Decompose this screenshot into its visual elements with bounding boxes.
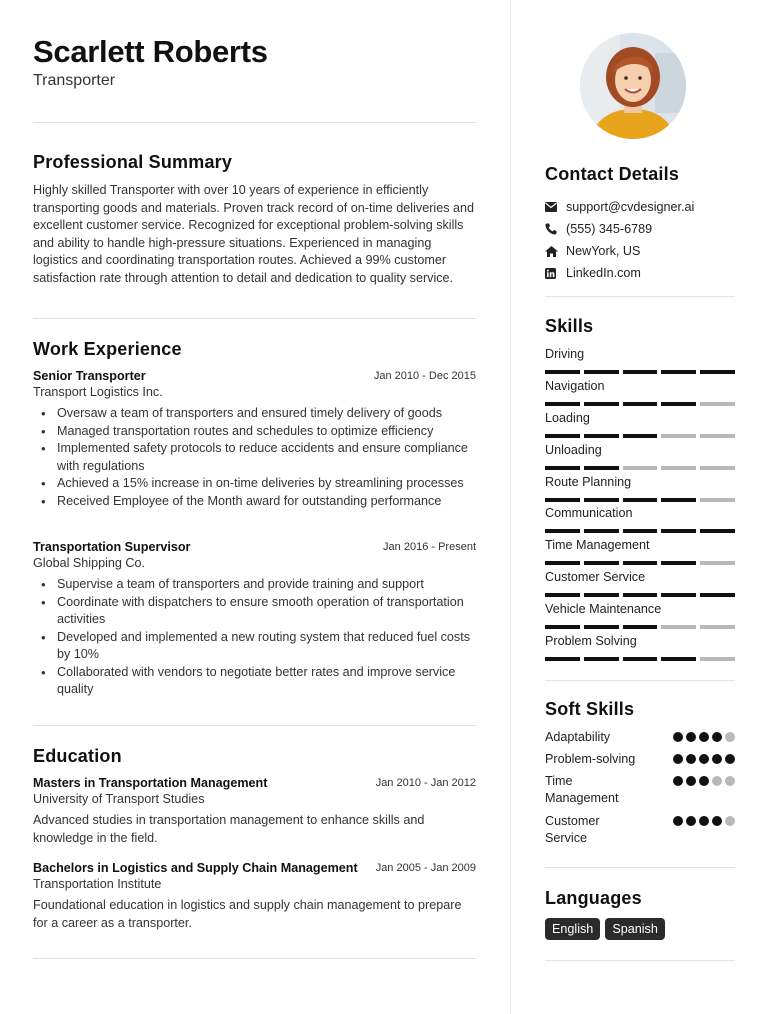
skill-label: Navigation: [545, 378, 605, 393]
skill-segment-filled: [584, 561, 619, 565]
bullet-item: • Implemented safety protocols to reduce accidents and ensure compliance with regulations: [33, 440, 476, 475]
rating-dot-filled: [699, 732, 709, 742]
skill-segment-filled: [545, 625, 580, 629]
skills-list: [545, 346, 735, 665]
education-date: Jan 2005 - Jan 2009: [375, 862, 476, 874]
candidate-role: Transporter: [33, 72, 116, 89]
skills-title: Skills: [545, 316, 594, 336]
rating-dot-empty: [725, 776, 735, 786]
rating-dot-filled: [686, 776, 696, 786]
rating-dot-filled: [699, 754, 709, 764]
skill-segment-filled: [623, 593, 658, 597]
bullet-item: • Collaborated with vendors to negotiate better rates and improve service quality: [33, 664, 476, 699]
job-date: Jan 2016 - Present: [383, 541, 476, 553]
soft-skill-rating: [673, 773, 735, 786]
rating-dot-filled: [712, 754, 722, 764]
soft-skills-list: [545, 729, 735, 847]
skill-label: Route Planning: [545, 474, 632, 489]
skill-segment-filled: [623, 434, 658, 438]
bullet-item: • Developed and implemented a new routing system that reduced fuel costs by 10%: [33, 629, 476, 664]
rating-dot-filled: [686, 732, 696, 742]
school-name: Transportation Institute: [33, 877, 162, 891]
skill-segment-filled: [623, 498, 658, 502]
skill-label: Vehicle Maintenance: [545, 602, 662, 617]
summary-title: Professional Summary: [33, 152, 233, 172]
rating-dot-filled: [699, 776, 709, 786]
skill-segment-filled: [623, 529, 658, 533]
rating-dot-filled: [673, 816, 683, 826]
soft-skill-item: [545, 751, 735, 768]
skill-segment-filled: [584, 402, 619, 406]
skill-level-bar: [545, 466, 735, 470]
soft-skill-rating: [673, 729, 735, 742]
skill-segment-empty: [700, 561, 735, 565]
languages-title: Languages: [545, 888, 642, 908]
skill-level-bar: [545, 498, 735, 502]
summary-text: Highly skilled Transporter with over 10 years of experience in efficiently transporting goods and materials. Proven track record of on-time deliveries and excellent customer service. Recognized for exceptional problem-solving skills and ability to handle high-pressure situations. Experienced in managing logistics and coordinating transportation routes. Achieved a 99% customer satisfaction rate through attention to detail and dedication to quality service.: [33, 183, 475, 285]
skill-segment-empty: [700, 466, 735, 470]
education-entry: [33, 776, 476, 847]
soft-skill-rating: [673, 751, 735, 764]
skill-segment-filled: [584, 657, 619, 661]
rating-dot-filled: [686, 816, 696, 826]
skill-level-bar: [545, 561, 735, 565]
soft-skill-rating: [673, 813, 735, 826]
divider: [545, 680, 735, 681]
contact-phone[interactable]: [545, 218, 735, 240]
skill-item: [545, 410, 735, 442]
education-title: Education: [33, 746, 122, 766]
soft-skill-label: Problem-solving: [545, 752, 636, 766]
bullet-item: • Coordinate with dispatchers to ensure smooth operation of transportation activities: [33, 594, 476, 629]
contact-linkedin[interactable]: [545, 262, 735, 284]
skill-item: [545, 537, 735, 569]
skill-segment-filled: [661, 498, 696, 502]
rating-dot-filled: [686, 754, 696, 764]
degree-title: Masters in Transportation Management: [33, 776, 268, 790]
skill-segment-filled: [584, 625, 619, 629]
bullet-item: • Supervise a team of transporters and provide training and support: [33, 576, 476, 594]
rating-dot-filled: [699, 816, 709, 826]
education-description: Foundational education in logistics and supply chain management to prepare for a career as a transporter.: [33, 898, 462, 930]
skill-segment-filled: [661, 593, 696, 597]
soft-skill-label: Time Management: [545, 774, 619, 805]
skill-label: Customer Service: [545, 570, 646, 585]
skill-item: [545, 601, 735, 633]
languages-list: [545, 918, 665, 940]
skill-level-bar: [545, 657, 735, 661]
soft-skill-item: [545, 773, 735, 807]
divider: [545, 867, 735, 868]
experience-title: Work Experience: [33, 339, 182, 359]
school-name: University of Transport Studies: [33, 792, 205, 806]
bullet-item: • Received Employee of the Month award for outstanding performance: [33, 493, 476, 511]
skill-segment-filled: [700, 593, 735, 597]
home-icon: [545, 246, 566, 257]
rating-dot-empty: [712, 776, 722, 786]
phone-icon: [545, 223, 566, 235]
skill-segment-filled: [584, 529, 619, 533]
skill-label: Driving: [545, 347, 585, 361]
contact-phone-text: (555) 345-6789: [566, 222, 653, 236]
contact-email[interactable]: [545, 196, 735, 218]
job-entry: [33, 369, 476, 510]
skill-level-bar: [545, 434, 735, 438]
skill-segment-filled: [545, 657, 580, 661]
rating-dot-filled: [673, 754, 683, 764]
skill-label: Communication: [545, 506, 633, 521]
skill-segment-empty: [700, 402, 735, 406]
skill-segment-filled: [700, 529, 735, 533]
skill-item: [545, 346, 735, 378]
skill-segment-empty: [661, 625, 696, 629]
skill-item: [545, 633, 735, 665]
soft-skill-label: Customer Service: [545, 814, 600, 845]
soft-skill-item: [545, 729, 735, 746]
skill-level-bar: [545, 625, 735, 629]
skill-segment-filled: [661, 561, 696, 565]
skill-level-bar: [545, 402, 735, 406]
skill-segment-filled: [623, 657, 658, 661]
language-badge: English: [545, 918, 600, 940]
contact-location-text: NewYork, US: [566, 244, 641, 258]
skill-item: [545, 569, 735, 601]
skill-item: [545, 505, 735, 537]
rating-dot-filled: [712, 816, 722, 826]
skill-segment-filled: [661, 402, 696, 406]
soft-skill-label: Adaptability: [545, 730, 611, 744]
skill-segment-filled: [584, 498, 619, 502]
skill-item: [545, 378, 735, 410]
job-bullets: [33, 576, 476, 699]
skill-segment-filled: [661, 370, 696, 374]
education-description: Advanced studies in transportation management to enhance skills and knowledge in the field.: [33, 813, 425, 845]
skill-segment-empty: [661, 434, 696, 438]
skill-segment-filled: [584, 370, 619, 374]
skill-segment-filled: [545, 593, 580, 597]
soft-skills-title: Soft Skills: [545, 699, 635, 719]
education-date: Jan 2010 - Jan 2012: [375, 777, 476, 789]
skill-segment-filled: [623, 561, 658, 565]
sidebar: [510, 0, 768, 1014]
rating-dot-empty: [725, 732, 735, 742]
contact-linkedin-text: LinkedIn.com: [566, 266, 641, 280]
candidate-name: Scarlett Roberts: [33, 34, 268, 69]
skill-segment-filled: [545, 370, 580, 374]
job-entry: [33, 540, 476, 699]
skill-segment-empty: [661, 466, 696, 470]
job-title: Senior Transporter: [33, 369, 146, 383]
rating-dot-empty: [725, 816, 735, 826]
skill-segment-filled: [545, 498, 580, 502]
bullet-item: • Oversaw a team of transporters and ensured timely delivery of goods: [33, 405, 476, 423]
skill-label: Loading: [545, 410, 590, 425]
divider: [545, 296, 735, 297]
job-title: Transportation Supervisor: [33, 540, 191, 554]
skill-segment-filled: [623, 370, 658, 374]
skill-segment-filled: [584, 466, 619, 470]
soft-skill-item: [545, 813, 735, 847]
bullet-item: • Achieved a 15% increase in on-time deliveries by streamlining processes: [33, 475, 476, 493]
contact-title: Contact Details: [545, 164, 680, 184]
skill-level-bar: [545, 593, 735, 597]
envelope-icon: [545, 202, 566, 212]
skill-item: [545, 474, 735, 506]
job-date: Jan 2010 - Dec 2015: [373, 370, 476, 382]
divider: [33, 725, 476, 726]
divider: [33, 958, 476, 959]
bullet-item: • Managed transportation routes and schedules to optimize efficiency: [33, 423, 476, 441]
skill-segment-empty: [700, 434, 735, 438]
skill-label: Unloading: [545, 442, 602, 457]
skill-level-bar: [545, 529, 735, 533]
job-bullets: [33, 405, 476, 510]
profile-photo: [580, 33, 686, 139]
rating-dot-filled: [673, 732, 683, 742]
skill-segment-filled: [584, 434, 619, 438]
skill-segment-filled: [545, 402, 580, 406]
skill-segment-filled: [545, 561, 580, 565]
divider: [33, 318, 476, 319]
rating-dot-filled: [725, 754, 735, 764]
education-entry: [33, 861, 476, 932]
skill-label: Time Management: [545, 538, 650, 553]
job-company: Transport Logistics Inc.: [33, 385, 163, 399]
degree-title: Bachelors in Logistics and Supply Chain Management: [33, 861, 358, 875]
skill-segment-filled: [545, 529, 580, 533]
skill-segment-filled: [700, 370, 735, 374]
contact-email-text: support@cvdesigner.ai: [566, 200, 695, 214]
divider: [545, 960, 735, 961]
contact-location: [545, 240, 735, 262]
contact-list: [545, 196, 735, 284]
skill-segment-filled: [661, 657, 696, 661]
skill-segment-empty: [700, 657, 735, 661]
skill-item: [545, 442, 735, 474]
rating-dot-filled: [673, 776, 683, 786]
skill-segment-filled: [545, 466, 580, 470]
skill-level-bar: [545, 370, 735, 374]
job-company: Global Shipping Co.: [33, 556, 146, 570]
skill-segment-filled: [623, 402, 658, 406]
skill-segment-filled: [584, 593, 619, 597]
skill-segment-filled: [661, 529, 696, 533]
rating-dot-filled: [712, 732, 722, 742]
skill-segment-empty: [623, 466, 658, 470]
divider: [33, 122, 476, 123]
skill-segment-filled: [545, 434, 580, 438]
skill-segment-empty: [700, 498, 735, 502]
language-badge: Spanish: [605, 918, 665, 940]
linkedin-icon: [545, 268, 566, 279]
skill-label: Problem Solving: [545, 634, 637, 649]
skill-segment-filled: [623, 625, 658, 629]
skill-segment-empty: [700, 625, 735, 629]
